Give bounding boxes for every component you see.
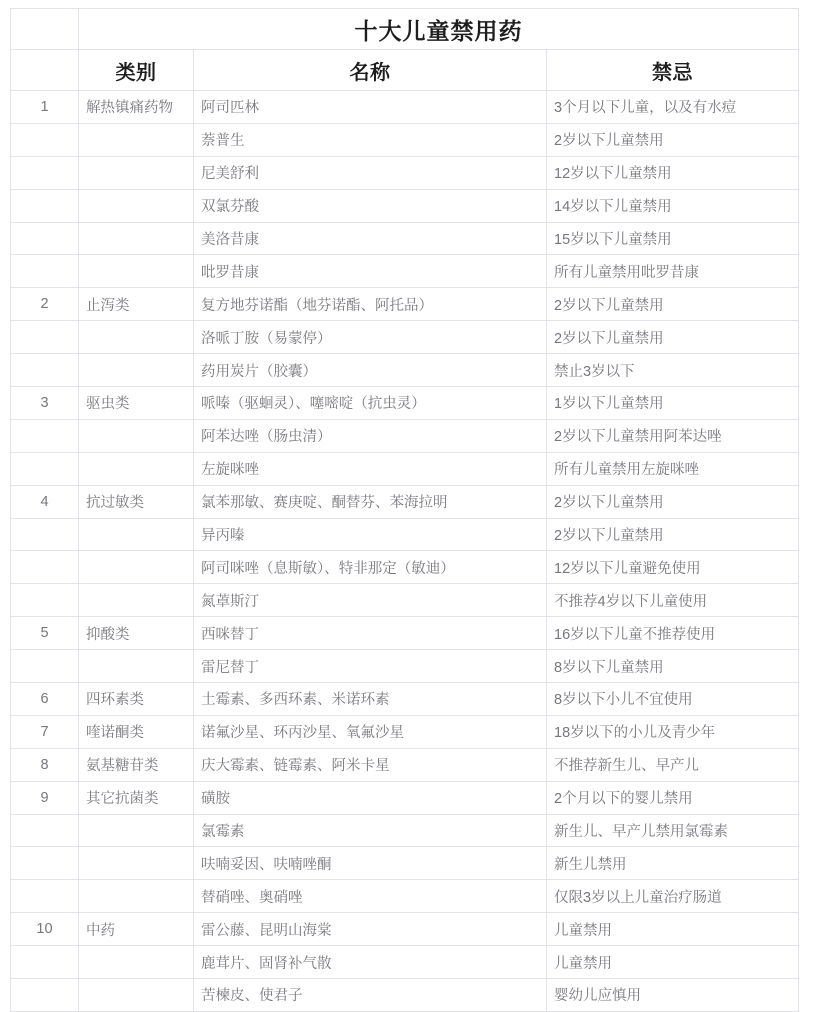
cell-index: 3 — [11, 387, 79, 420]
cell-category — [79, 189, 194, 222]
cell-taboo: 8岁以下儿童禁用 — [547, 650, 799, 683]
cell-taboo: 2岁以下儿童禁用 — [547, 518, 799, 551]
table-row — [11, 255, 799, 288]
cell-category — [79, 123, 194, 156]
cell-index — [11, 979, 79, 1012]
table-row — [11, 814, 799, 847]
cell-category — [79, 156, 194, 189]
cell-index — [11, 321, 79, 354]
cell-taboo: 新生儿、早产儿禁用氯霉素 — [547, 814, 799, 847]
cell-category — [79, 518, 194, 551]
cell-name: 雷尼替丁 — [194, 650, 547, 683]
cell-category: 其它抗菌类 — [79, 781, 194, 814]
cell-taboo: 所有儿童禁用吡罗昔康 — [547, 255, 799, 288]
cell-index: 1 — [11, 91, 79, 124]
cell-name: 阿司匹林 — [194, 91, 547, 124]
cell-taboo: 2岁以下儿童禁用 — [547, 123, 799, 156]
cell-taboo: 12岁以下儿童禁用 — [547, 156, 799, 189]
cell-taboo: 2岁以下儿童禁用 — [547, 485, 799, 518]
cell-category: 止泻类 — [79, 288, 194, 321]
cell-taboo: 2岁以下儿童禁用 — [547, 288, 799, 321]
cell-category — [79, 321, 194, 354]
cell-category — [79, 814, 194, 847]
cell-name: 萘普生 — [194, 123, 547, 156]
cell-name: 吡罗昔康 — [194, 255, 547, 288]
cell-category — [79, 880, 194, 913]
cell-category: 中药 — [79, 913, 194, 946]
cell-category: 抗过敏类 — [79, 485, 194, 518]
table-row — [11, 715, 799, 748]
cell-taboo: 所有儿童禁用左旋咪唑 — [547, 452, 799, 485]
cell-taboo: 不推荐4岁以下儿童使用 — [547, 584, 799, 617]
cell-category — [79, 452, 194, 485]
cell-index: 6 — [11, 683, 79, 716]
cell-taboo: 2岁以下儿童禁用阿苯达唑 — [547, 419, 799, 452]
cell-index — [11, 222, 79, 255]
cell-name: 苦楝皮、使君子 — [194, 979, 547, 1012]
cell-category — [79, 847, 194, 880]
cell-category — [79, 222, 194, 255]
cell-name: 左旋咪唑 — [194, 452, 547, 485]
cell-index: 9 — [11, 781, 79, 814]
cell-category — [79, 650, 194, 683]
cell-taboo: 儿童禁用 — [547, 946, 799, 979]
cell-name: 鹿茸片、固肾补气散 — [194, 946, 547, 979]
cell-index — [11, 551, 79, 584]
cell-category — [79, 946, 194, 979]
cell-index — [11, 518, 79, 551]
cell-index — [11, 847, 79, 880]
cell-taboo: 12岁以下儿童避免使用 — [547, 551, 799, 584]
table-row — [11, 683, 799, 716]
table-row — [11, 123, 799, 156]
table-row — [11, 551, 799, 584]
page-title: 十大儿童禁用药 — [79, 9, 799, 50]
table-row — [11, 880, 799, 913]
cell-name: 美洛昔康 — [194, 222, 547, 255]
cell-name: 阿苯达唑（肠虫清） — [194, 419, 547, 452]
cell-name: 氯苯那敏、赛庚啶、酮替芬、苯海拉明 — [194, 485, 547, 518]
cell-taboo: 16岁以下儿童不推荐使用 — [547, 617, 799, 650]
cell-index — [11, 814, 79, 847]
cell-category — [79, 584, 194, 617]
drug-contraindications-table — [10, 8, 799, 1012]
table-row — [11, 387, 799, 420]
cell-category: 抑酸类 — [79, 617, 194, 650]
cell-taboo: 18岁以下的小儿及青少年 — [547, 715, 799, 748]
cell-name: 氮䓬斯汀 — [194, 584, 547, 617]
table-row — [11, 321, 799, 354]
cell-category: 喹诺酮类 — [79, 715, 194, 748]
cell-taboo: 禁止3岁以下 — [547, 354, 799, 387]
title-row — [11, 9, 799, 50]
cell-taboo: 2岁以下儿童禁用 — [547, 321, 799, 354]
table-row — [11, 288, 799, 321]
title-row-blank-cell — [11, 9, 79, 50]
cell-index — [11, 123, 79, 156]
cell-index — [11, 650, 79, 683]
cell-name: 庆大霉素、链霉素、阿米卡星 — [194, 748, 547, 781]
table-body — [11, 9, 799, 1012]
header-row — [11, 50, 799, 91]
cell-name: 阿司咪唑（息斯敏）、特非那定（敏迪） — [194, 551, 547, 584]
table-row — [11, 485, 799, 518]
header-name-cell: 名称 — [194, 50, 547, 91]
cell-taboo: 仅限3岁以上儿童治疗肠道 — [547, 880, 799, 913]
table-row — [11, 354, 799, 387]
cell-name: 磺胺 — [194, 781, 547, 814]
header-index-cell — [11, 50, 79, 91]
cell-taboo: 15岁以下儿童禁用 — [547, 222, 799, 255]
cell-index — [11, 452, 79, 485]
cell-taboo: 新生儿禁用 — [547, 847, 799, 880]
cell-index — [11, 189, 79, 222]
cell-name: 复方地芬诺酯（地芬诺酯、阿托品） — [194, 288, 547, 321]
table-row — [11, 518, 799, 551]
cell-category: 氨基糖苷类 — [79, 748, 194, 781]
table-row — [11, 91, 799, 124]
cell-name: 土霉素、多西环素、米诺环素 — [194, 683, 547, 716]
table-row — [11, 781, 799, 814]
cell-category — [79, 354, 194, 387]
cell-index — [11, 156, 79, 189]
table-row — [11, 847, 799, 880]
cell-taboo: 不推荐新生儿、早产儿 — [547, 748, 799, 781]
table-row — [11, 946, 799, 979]
cell-category — [79, 551, 194, 584]
cell-name: 异丙嗪 — [194, 518, 547, 551]
header-taboo-cell: 禁忌 — [547, 50, 799, 91]
cell-index: 5 — [11, 617, 79, 650]
cell-index: 10 — [11, 913, 79, 946]
cell-index: 7 — [11, 715, 79, 748]
cell-index: 8 — [11, 748, 79, 781]
cell-index — [11, 255, 79, 288]
cell-taboo: 1岁以下儿童禁用 — [547, 387, 799, 420]
cell-name: 氯霉素 — [194, 814, 547, 847]
table-row — [11, 452, 799, 485]
table-row — [11, 979, 799, 1012]
table-row — [11, 419, 799, 452]
cell-index: 4 — [11, 485, 79, 518]
table-row — [11, 156, 799, 189]
cell-taboo: 3个月以下儿童，以及有水痘 — [547, 91, 799, 124]
cell-index — [11, 946, 79, 979]
cell-category: 解热镇痛药物 — [79, 91, 194, 124]
cell-category: 驱虫类 — [79, 387, 194, 420]
cell-name: 呋喃妥因、呋喃唑酮 — [194, 847, 547, 880]
cell-category — [79, 419, 194, 452]
table-row — [11, 617, 799, 650]
cell-index — [11, 880, 79, 913]
cell-taboo: 14岁以下儿童禁用 — [547, 189, 799, 222]
cell-name: 西咪替丁 — [194, 617, 547, 650]
cell-name: 洛哌丁胺（易蒙停） — [194, 321, 547, 354]
cell-taboo: 儿童禁用 — [547, 913, 799, 946]
cell-index — [11, 354, 79, 387]
cell-name: 双氯芬酸 — [194, 189, 547, 222]
table-row — [11, 189, 799, 222]
cell-category: 四环素类 — [79, 683, 194, 716]
table-row — [11, 748, 799, 781]
cell-index: 2 — [11, 288, 79, 321]
cell-taboo: 8岁以下小儿不宜使用 — [547, 683, 799, 716]
cell-name: 替硝唑、奥硝唑 — [194, 880, 547, 913]
table-row — [11, 650, 799, 683]
cell-name: 雷公藤、昆明山海棠 — [194, 913, 547, 946]
cell-name: 哌嗪（驱蛔灵）、噻嘧啶（抗虫灵） — [194, 387, 547, 420]
cell-taboo: 2个月以下的婴儿禁用 — [547, 781, 799, 814]
cell-name: 诺氟沙星、环丙沙星、氧氟沙星 — [194, 715, 547, 748]
header-category-cell: 类别 — [79, 50, 194, 91]
cell-name: 尼美舒利 — [194, 156, 547, 189]
cell-name: 药用炭片（胶囊） — [194, 354, 547, 387]
cell-index — [11, 419, 79, 452]
cell-category — [79, 979, 194, 1012]
cell-taboo: 婴幼儿应慎用 — [547, 979, 799, 1012]
table-row — [11, 222, 799, 255]
table-row — [11, 913, 799, 946]
cell-index — [11, 584, 79, 617]
cell-category — [79, 255, 194, 288]
table-row — [11, 584, 799, 617]
